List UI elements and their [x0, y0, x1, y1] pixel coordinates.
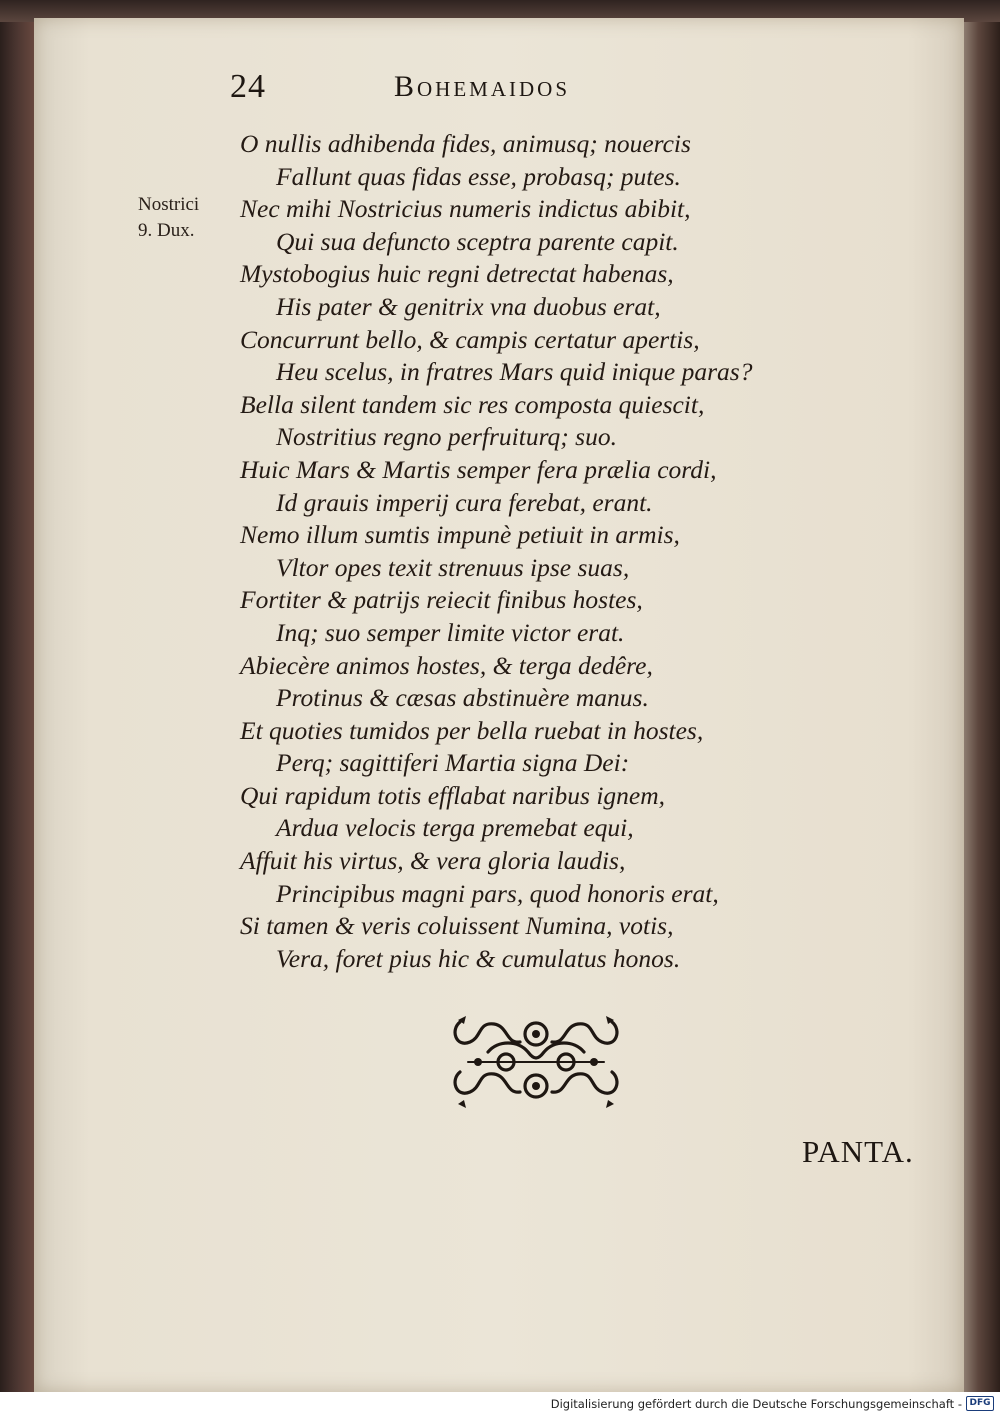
book-binding-left: [0, 0, 36, 1392]
footer-credit: Digitalisierung gefördert durch die Deutsche Forschungsgemeinschaft -: [550, 1397, 962, 1411]
verse-line: Vltor opes texit strenuus ipse suas,: [276, 552, 630, 582]
verse-line: Si tamen & veris coluissent Numina, votis,: [240, 911, 674, 941]
verse-line: Abiecère animos hostes, & terga dedêre,: [240, 650, 653, 680]
printers-ornament: [448, 1012, 624, 1112]
verse-line: Affuit his virtus, & vera gloria laudis,: [240, 846, 626, 876]
verse-line: Vera, foret pius hic & cumulatus honos.: [276, 943, 681, 973]
margin-note-number: 9. Dux.: [138, 220, 195, 241]
verse-line: Nemo illum sumtis impunè petiuit in armis,: [240, 520, 680, 550]
verse-line: Mystobogius huic regni detrectat habenas,: [240, 259, 674, 289]
verse-line: Qui rapidum totis efflabat naribus ignem,: [240, 780, 666, 810]
verse-line: O nullis adhibenda fides, animusq; nouercis: [240, 129, 691, 158]
verse-line: Inq; suo semper limite victor erat.: [276, 617, 625, 647]
verse-line: Et quoties tumidos per bella ruebat in hostes,: [240, 715, 704, 745]
catchword: PANTA.: [802, 1134, 914, 1169]
verse-line: Perq; sagittiferi Martia signa Dei:: [276, 748, 630, 778]
verse-line: Bella silent tandem sic res composta quiescit,: [240, 389, 705, 419]
verse-line: Ardua velocis terga premebat equi,: [276, 813, 634, 843]
verse-line: Id grauis imperij cura ferebat, erant.: [276, 487, 653, 517]
verse-line: Fortiter & patrijs reiecit finibus hostes,: [240, 585, 643, 615]
footer-bar: [0, 1392, 1000, 1416]
verse-line: Protinus & cæsas abstinuère manus.: [276, 683, 649, 713]
dfg-logo: DFG: [966, 1396, 994, 1411]
verse-line: Qui sua defuncto sceptra parente capit.: [276, 226, 679, 256]
poem-body: [240, 128, 880, 975]
book-binding-right: [964, 0, 1000, 1392]
verse-line: His pater & genitrix vna duobus erat,: [276, 291, 661, 321]
verse-line: Nostritius regno perfruiturq; suo.: [276, 422, 617, 452]
verse-line: Nec mihi Nostricius numeris indictus abibit,: [240, 194, 691, 224]
verse-line: Fallunt quas fidas esse, probasq; putes.: [276, 161, 681, 191]
margin-note-name: Nostrici: [138, 194, 200, 215]
page-header: [230, 68, 750, 114]
verse-line: Heu scelus, in fratres Mars quid inique paras?: [276, 357, 753, 387]
running-head: Bohemaidos: [394, 70, 571, 103]
book-page: [34, 18, 964, 1392]
page-number: 24: [230, 68, 266, 105]
verse-line: Concurrunt bello, & campis certatur apertis,: [240, 324, 700, 354]
verse-line: Huic Mars & Martis semper fera prælia cordi,: [240, 454, 717, 484]
verse-line: Principibus magni pars, quod honoris erat,: [276, 878, 719, 908]
